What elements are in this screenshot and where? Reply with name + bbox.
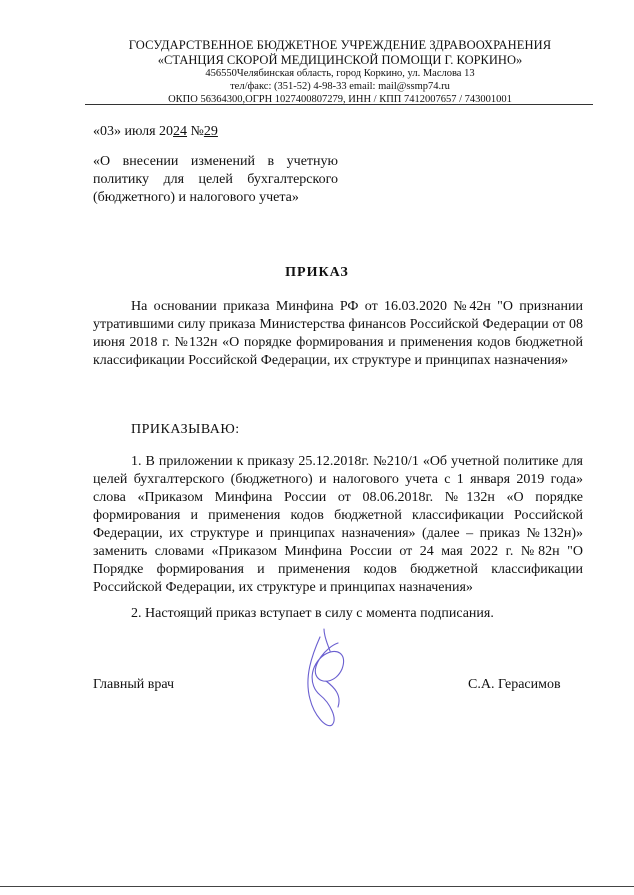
letterhead-divider <box>85 104 593 105</box>
date-day: «03» <box>93 124 121 139</box>
order-word: ПРИКАЗЫВАЮ: <box>131 422 240 437</box>
order-item-2: 2. Настоящий приказ вступает в силу с момента подписания. <box>131 606 494 621</box>
document-title: ПРИКАЗ <box>285 265 349 280</box>
org-contacts: тел/факс: (351-52) 4-98-33 email: mail@ssmp74.ru <box>230 81 450 92</box>
org-name-line2: «СТАНЦИЯ СКОРОЙ МЕДИЦИНСКОЙ ПОМОЩИ Г. КОРКИНО» <box>157 53 523 67</box>
date-month: июля 20 <box>121 124 174 139</box>
page-bottom-edge <box>0 886 634 887</box>
signatory-name: С.А. Герасимов <box>468 677 561 692</box>
letterhead <box>80 37 600 106</box>
org-address: 456550Челябинская область, город Коркино, ул. Маслова 13 <box>205 68 475 79</box>
order-subject: «О внесении изменений в учетную политику для целей бухгалтерского (бюджетного) и налогового учета» <box>93 154 338 205</box>
order-date <box>93 124 218 140</box>
org-codes: ОКПО 56364300,ОГРН 1027400807279, ИНН / КПП 7412007657 / 743001001 <box>168 94 512 105</box>
handwritten-signature <box>290 625 360 735</box>
basis-paragraph: На основании приказа Минфина РФ от 16.03.2020 №42н "О признании утратившими силу приказа Министерства финансов Российской Федерации от 08 июня 2018 г. №132н «О порядке формирования и применения кодов бюджетной классификации Российской Федерации, их структуре и принципах назначения» <box>93 299 583 368</box>
order-number: 29 <box>203 124 218 139</box>
number-label: № <box>187 124 204 139</box>
order-item-1: 1. В приложении к приказу 25.12.2018г. №210/1 «Об учетной политике для целей бухгалтерского (бюджетного) и налогового учета с 1 января 2019 года» слова «Приказом Минфина России от 08.06.2018г. №132н «О порядке формирования и применения кодов бюджетной классификации Российской Федерации, их структуре и принципах назначения» (далее – приказ №132н)» заменить словами «Приказом Минфина России от 24 мая 2022 г. №82н "О Порядке формирования и применения кодов бюджетной классификации Российской Федерации, их структуре и принципах назначения» <box>93 454 583 595</box>
signatory-role: Главный врач <box>93 677 175 692</box>
org-name-line1: ГОСУДАРСТВЕННОЕ БЮДЖЕТНОЕ УЧРЕЖДЕНИЕ ЗДРАВООХРАНЕНИЯ <box>128 38 552 52</box>
date-year-suffix: 24 <box>173 124 188 139</box>
